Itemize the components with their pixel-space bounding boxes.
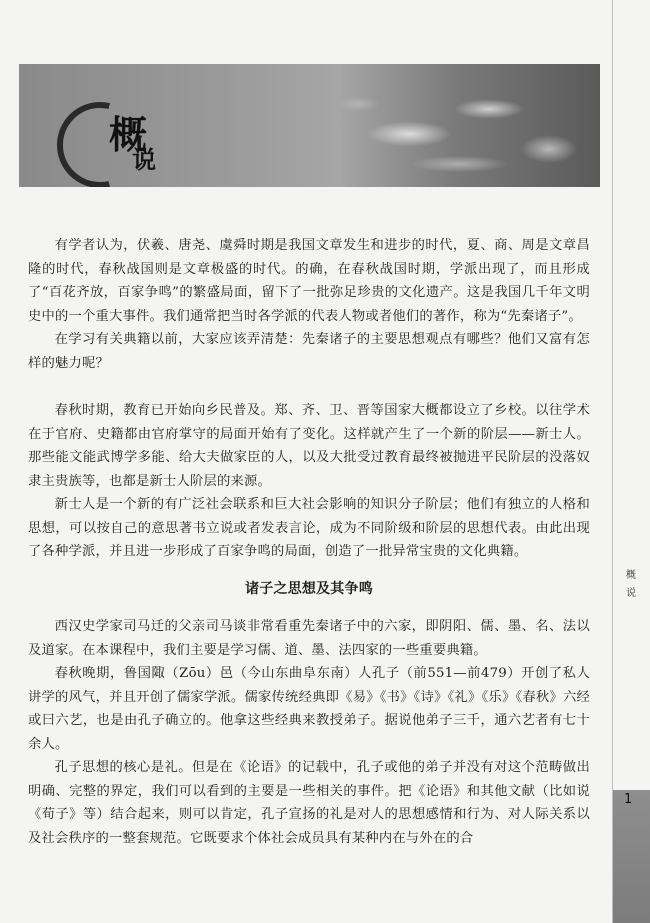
side-label-char-2: 说: [626, 588, 636, 599]
paragraph: 有学者认为，伏羲、唐尧、虞舜时期是我国文章发生和进步的时代，夏、商、周是文章昌隆的时代，春秋战国则是文章极盛的时代。的确，在春秋战国时期，学派出现了，而且形成了“百花齐放，百家争鸣”的繁盛局面，留下了一批弥足珍贵的文化遗产。这是我国几千年文明史中的一个重大事件。我们通常把当时各学派的代表人物或者他们的著作，称为“先秦诸子”。: [28, 238, 590, 324]
paragraph: 西汉史学家司马迁的父亲司马谈非常看重先秦诸子中的六家，即阴阳、儒、墨、名、法以及道家。在本课程中，我们主要是学习儒、道、墨、法四家的一些重要典籍。: [28, 619, 590, 658]
chapter-title-char-1: 概: [109, 113, 148, 157]
chapter-banner: [19, 64, 600, 187]
page-edge-tab: [613, 790, 650, 923]
paragraph: 孔子思想的核心是礼。但是在《论语》的记载中，孔子或他的弟子并没有对这个范畴做出明确、完整的界定，我们可以看到的主要是一些相关的事件。把《论语》和其他文献（比如说《荀子》等）结合起来，则可以肯定，孔子宣扬的礼是对人的思想感情和行为、对人际关系以及社会秩序的一整套规范。它既要求个体社会成员具有某种内在与外在的合: [28, 760, 590, 846]
banner-texture: [319, 64, 600, 187]
paragraph: 春秋晚期，鲁国陬（Zōu）邑（今山东曲阜东南）人孔子（前551—前479）开创了私人讲学的风气，并且开创了儒家学派。儒家传统经典即《易》《书》《诗》《礼》《乐》《春秋》六经或曰六艺，也是由孔子确立的。他拿这些经典来教授弟子。据说他弟子三千，通六艺者有七十余人。: [28, 666, 590, 752]
paragraph: 春秋时期，教育已开始向乡民普及。郑、齐、卫、晋等国家大概都设立了乡校。以往学术在于官府、史籍都由官府掌守的局面开始有了变化。这样就产生了一个新的阶层——新士人。那些能文能武博学多能、给大夫做家臣的人，以及大批受过教育最终被抛进平民阶层的没落奴隶主贵族等，也都是新士人阶层的来源。: [28, 403, 590, 489]
paragraph: 在学习有关典籍以前，大家应该弄清楚：先秦诸子的主要思想观点有哪些？他们又富有怎样的魅力呢？: [28, 332, 590, 371]
page-number: 1: [624, 792, 633, 807]
paragraph: 新士人是一个新的有广泛社会联系和巨大社会影响的知识分子阶层；他们有独立的人格和思想，可以按自己的意思著书立说或者发表言论，成为不同阶级和阶层的思想代表。由此出现了各种学派，并且进一步形成了百家争鸣的局面，创造了一批异常宝贵的文化典籍。: [28, 497, 590, 559]
page-edge-divider: [612, 0, 613, 923]
section-heading: 诸子之思想及其争鸣: [245, 580, 373, 597]
body-text: [28, 234, 590, 850]
paragraph-gap: [28, 375, 590, 399]
chapter-title-char-2: 说: [132, 146, 156, 174]
side-label-char-1: 概: [626, 570, 636, 581]
running-side-label: [620, 567, 642, 603]
